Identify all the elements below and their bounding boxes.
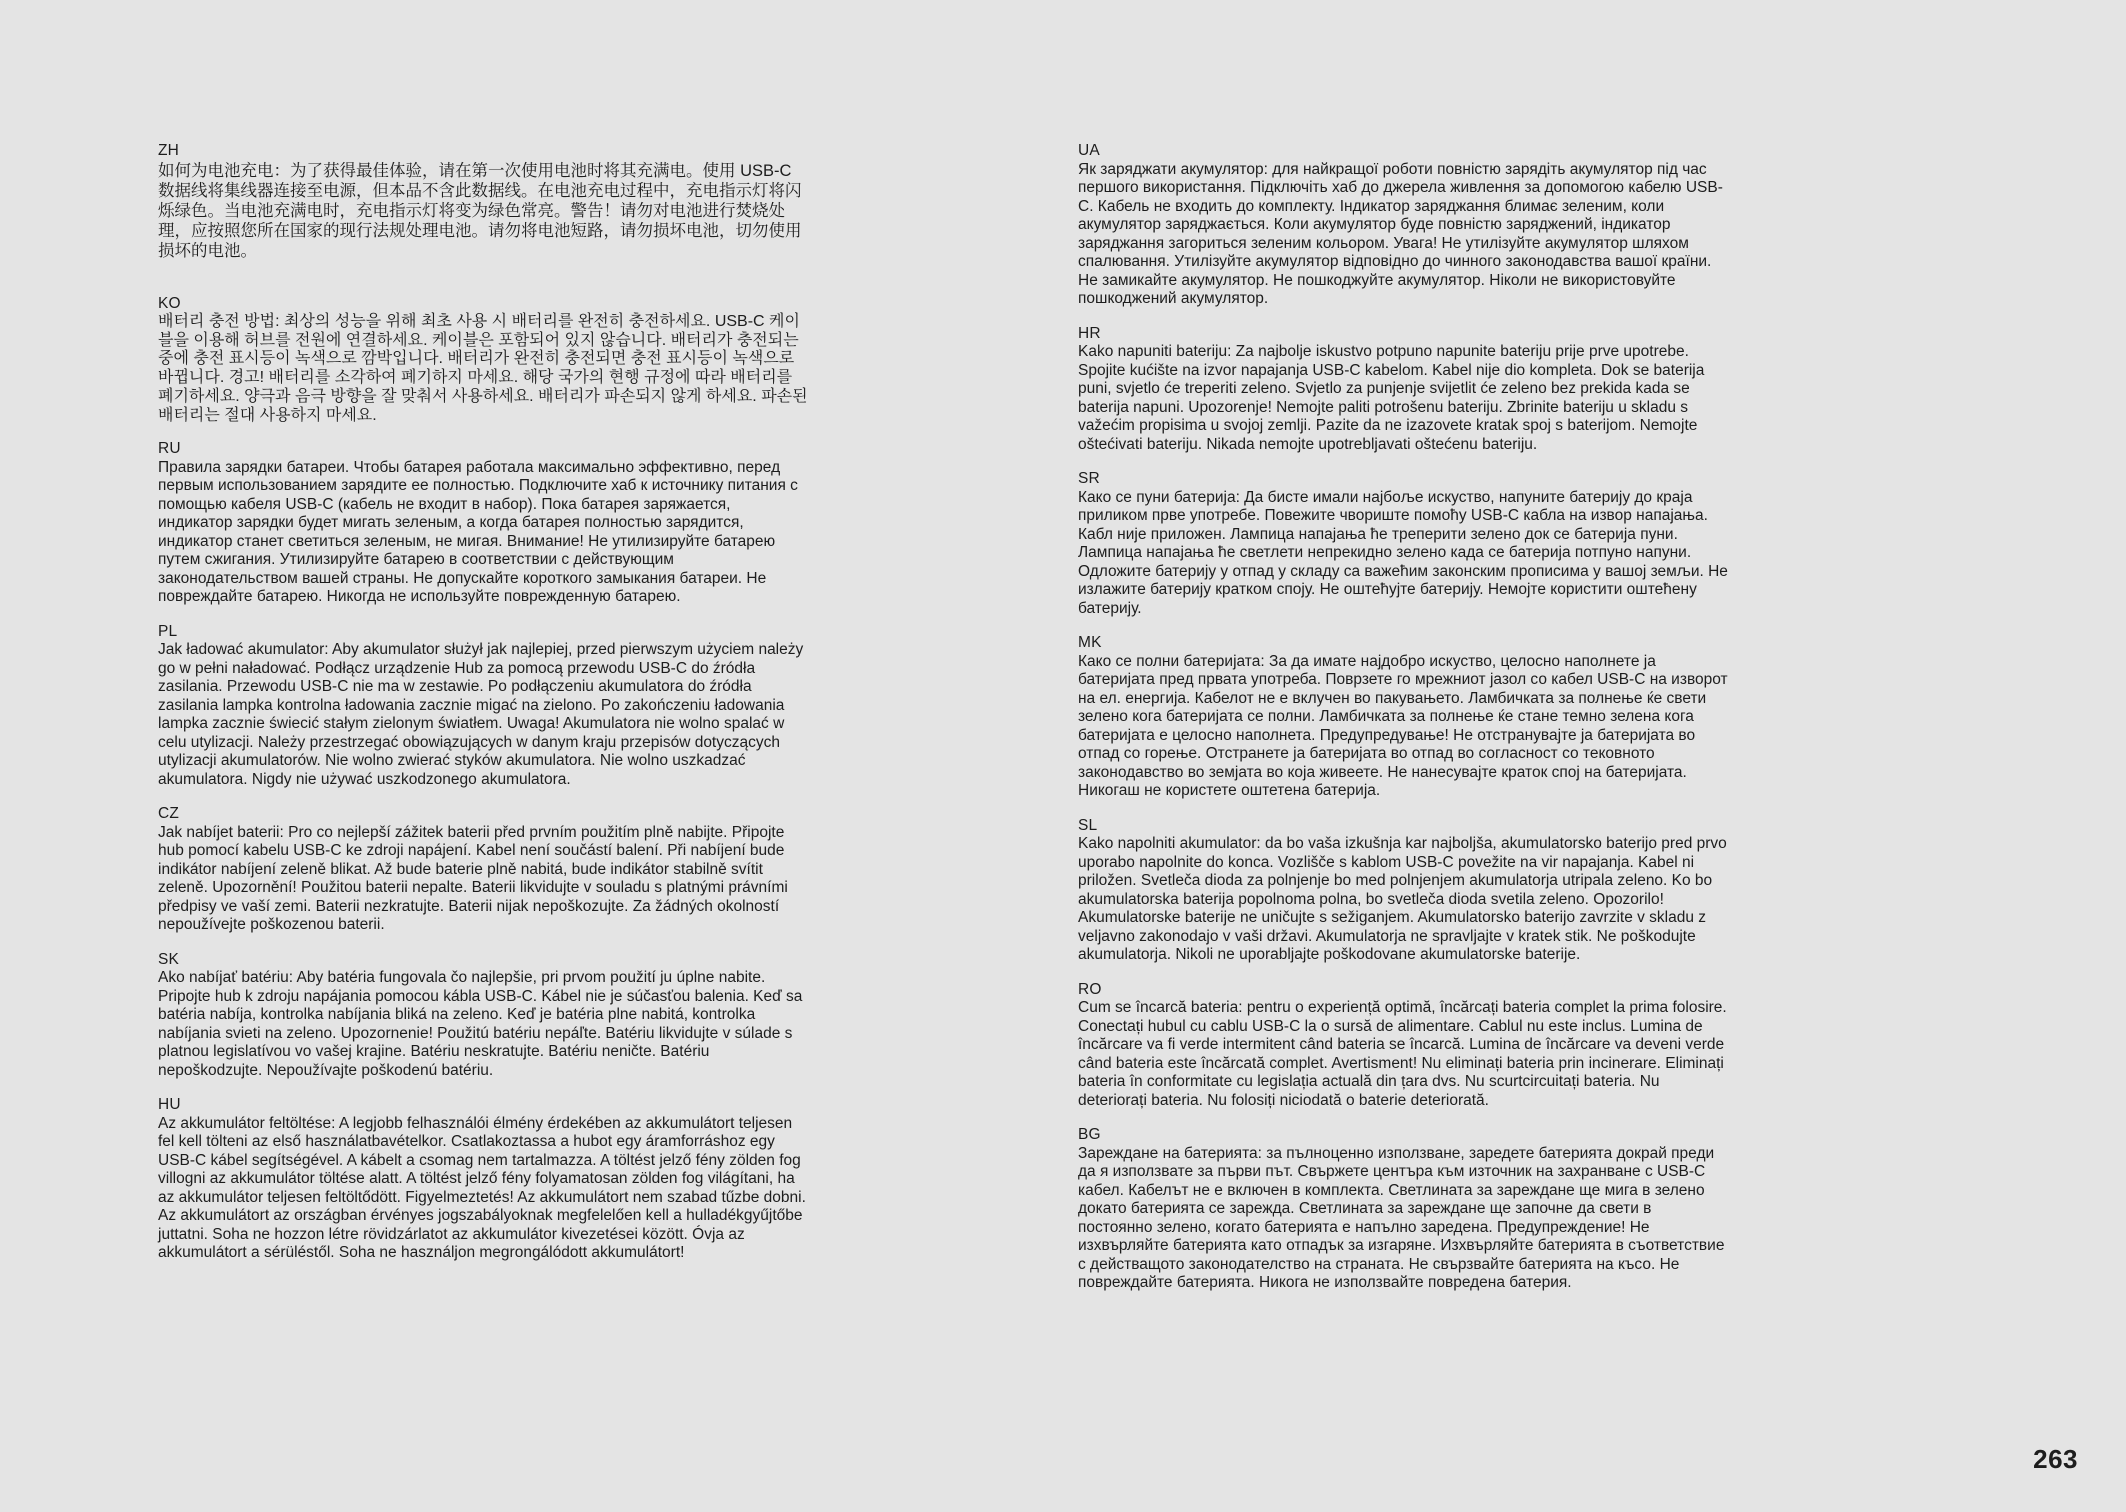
language-code: MK xyxy=(1078,634,1102,651)
section-sr xyxy=(1078,470,1728,618)
section-text: Ako nabíjať batériu: Aby batéria fungovala čo najlepšie, pri prvom použití ju úplne nabite. Pripojte hub k zdroju napájania pomocou kábla USB-C. Kábel nie je súčasťou balenia. Keď sa batéria nabíja, kontrolka nabíjania bliká na zeleno. Keď je batéria plne nabitá, kontrolka nabíjania svieti na zeleno. Upozornenie! Použitú batériu nepáľte. Batériu likvidujte v súlade s platnou legislatívou vo vašej krajine. Batériu neskratujte. Batériu neničte. Batériu nepoškodzujte. Nepoužívajte poškodenú batériu. xyxy=(158,969,803,1079)
section-sk xyxy=(158,951,808,1081)
section-text: Jak nabíjet baterii: Pro co nejlepší zážitek baterii před prvním použitím plně nabijte. Připojte hub pomocí kabelu USB-C ke zdroji napájení. Kabel není součástí balení. Při nabíjení bude indikátor nabíjení zeleně blikat. Až bude baterie plně nabitá, bude indikátor stabilně svítit zeleně. Upozornění! Použitou baterii nepalte. Baterii likvidujte v souladu s platnými právními předpisy ve vaší zemi. Baterii nezkratujte. Baterii nijak nepoškozujte. Za žádných okolností nepoužívejte poškozenou baterii. xyxy=(158,823,788,934)
section-ru xyxy=(158,440,808,607)
section-text: Како се полни батеријата: За да имате најдобро искуство, целосно наполнете ја батеријата пред првата употреба. Поврзете го мрежниот јазол со кабел USB-C на изворот на ел. енергија. Кабелот не е вклучен во пакувањето. Ламбичката за полнење ќе свети зелено кога батеријата се полни. Ламбичката за полнење ќе стане темно зелена кога батеријата е целосно наполнета. Предупредување! Не отстранувајте ја батеријата во отпад со горење. Отстранете ја батеријата во отпад во согласност со тековното законодавство во земјата во која живеете. Не нанесувајте краток спој на батеријата. Никогаш не користете оштетена батерија. xyxy=(1078,652,1728,799)
language-code: SK xyxy=(158,950,180,968)
section-text: Як заряджати акумулятор: для найкращої роботи повністю зарядіть акумулятор під час першого використання. Підключіть хаб до джерела живлення за допомогою кабелю USB-C. Кабель не входить до комплекту. Індикатор заряджання блимає зеленим, коли акумулятор заряджається. Коли акумулятор буде повністю заряджений, індикатор заряджання загориться зеленим кольором. Увага! Не утилізуйте акумулятор шляхом спалювання. Утилізуйте акумулятор відповідно до чинного законодавства вашої країни. Не замикайте акумулятор. Не пошкоджуйте акумулятор. Ніколи не використовуйте пошкоджений акумулятор. xyxy=(1078,160,1723,307)
section-text: Како се пуни батерија: Да бисте имали најбоље искуство, напуните батерију до краја приликом прве употребе. Повежите чвориште помоћу USB-C кабла на извор напајања. Кабл није приложен. Лампица напајања ће треперити зелено док се батерија пуни. Лампица напајања ће светлети непрекидно зелено када се батерија потпуно напуни. Одложите батерију у отпад у складу са важећим законским прописима у вашој земљи. Не излажите батерију кратком споју. Не оштећујте батерију. Немојте користити оштећену батерију. xyxy=(1078,488,1728,617)
language-code: PL xyxy=(158,622,178,640)
language-code: HR xyxy=(1078,324,1101,342)
section-pl xyxy=(158,623,808,790)
language-code: RU xyxy=(158,440,181,458)
section-cz xyxy=(158,805,808,935)
language-code: KO xyxy=(158,294,181,312)
language-code: RO xyxy=(1078,980,1102,998)
section-text: Правила зарядки батареи. Чтобы батарея работала максимально эффективно, перед первым использованием зарядите ее полностью. Подключите хаб к источнику питания с помощью кабеля USB-C (кабель не входит в набор). Пока батарея заряжается, индикатор зарядки будет мигать зеленым, а когда батарея полностью зарядится, индикатор станет светиться зеленым, не мигая. Внимание! Не утилизируйте батарею путем сжигания. Утилизируйте батарею в соответствии с действующим законодательством вашей страны. Не допускайте короткого замыкания батареи. Не повреждайте батарею. Никогда не используйте поврежденную батарею. xyxy=(158,458,798,606)
section-zh xyxy=(158,142,808,261)
section-ro xyxy=(1078,981,1728,1111)
section-bg xyxy=(1078,1126,1728,1293)
page-number: 263 xyxy=(2033,1444,2078,1474)
section-text: Jak ładować akumulator: Aby akumulator służył jak najlepiej, przed pierwszym użyciem należy go w pełni naładować. Podłącz urządzenie Hub za pomocą przewodu USB-C do źródła zasilania. Przewodu USB-C nie ma w zestawie. Po podłączeniu akumulatora do źródła zasilania lampka kontrolna ładowania zacznie migać na zielono. Po zakończeniu ładowania lampka zacznie świecić stałym zielonym światłem. Uwaga! Akumulatora nie wolno spalać w celu utylizacji. Należy przestrzegać obowiązujących w danym kraju przepisów dotyczących utylizacji akumulatorów. Nie wolno zwierać styków akumulatora. Nie wolno uszkadzać akumulatora. Nigdy nie używać uszkodzonego akumulatora. xyxy=(158,641,804,788)
section-ko xyxy=(158,295,808,426)
section-text: Cum se încarcă bateria: pentru o experiență optimă, încărcați bateria complet la prima folosire. Conectați hubul cu cablu USB-C la o sursă de alimentare. Cablul nu este inclus. Lumina de încărcare va fi verde intermitent când bateria se încarcă. Lumina de încărcare va deveni verde când bateria este încărcată complet. Avertisment! Nu eliminați bateria prin incinerare. Eliminați bateria în conformitate cu legislația actuală din țara dvs. Nu scurtcircuitați bateria. Nu deteriorați bateria. Nu folosiți niciodată o baterie deteriorată. xyxy=(1078,999,1727,1109)
section-text: Kako napolniti akumulator: da bo vaša izkušnja kar najboljša, akumulatorsko baterijo pred prvo uporabo napolnite do konca. Vozlišče s kablom USB-C povežite na vir napajanja. Kabel ni priložen. Svetleča dioda za polnjenje bo med polnjenjem akumulatorja utripala zeleno. Ko bo akumulatorska baterija popolnoma polna, bo svetleča dioda svetila zeleno. Opozorilo! Akumulatorske baterije ne uničujte s sežiganjem. Akumulatorsko baterijo zavrzite v skladu z veljavno zakonodajo v vaši državi. Akumulatorja ne spravljajte v kratek stik. Ne poškodujte akumulatorja. Nikoli ne uporabljajte poškodovane akumulatorske baterije. xyxy=(1078,835,1727,963)
section-hu xyxy=(158,1096,808,1263)
section-mk xyxy=(1078,634,1728,801)
language-code: ZH xyxy=(158,142,180,159)
section-hr xyxy=(1078,325,1728,455)
language-code: SR xyxy=(1078,470,1100,487)
language-code: HU xyxy=(158,1096,181,1114)
section-sl xyxy=(1078,817,1728,965)
left-column xyxy=(158,142,808,1263)
language-code: SL xyxy=(1078,816,1098,834)
section-text: 배터리 충전 방법: 최상의 성능을 위해 최초 사용 시 배터리를 완전히 충전하세요. USB-C 케이블을 이용해 허브를 전원에 연결하세요. 케이블은 포함되어 있지 않습니다. 배터리가 충전되는 중에 충전 표시등이 녹색으로 깜박입니다. 배터리가 완전히 충전되면 충전 표시등이 녹색으로 바뀝니다. 경고! 배터리를 소각하여 폐기하지 마세요. 해당 국가의 현행 규정에 따라 배터리를 폐기하세요. 양극과 음극 방향을 잘 맞춰서 사용하세요. 배터리가 파손되지 않게 하세요. 파손된 배터리는 절대 사용하지 마세요. xyxy=(158,313,808,424)
section-text: Зареждане на батерията: за пълноценно използване, заредете батерията докрай преди да я използвате за първи път. Свържете центъра към източник на захранване с USB-C кабел. Кабелът не е включен в комплекта. Светлината за зареждане ще мига в зелено докато батерията се зарежда. Светлината за зареждане ще започне да свети в постоянно зелено, когато батерията е напълно заредена. Предупреждение! Не изхвърляйте батерията като отпадък за изгаряне. Изхвърляйте батерията в съответствие с действащото законодателство на страната. Не свързвайте батерията на късо. Не повреждайте батерията. Никога не използвайте повредена батерия. xyxy=(1078,1144,1725,1291)
right-column xyxy=(1078,142,1728,1293)
section-text: 如何为电池充电：为了获得最佳体验，请在第一次使用电池时将其充满电。使用 USB-C 数据线将集线器连接至电源，但本品不含此数据线。在电池充电过程中，充电指示灯将闪烁绿色。当电池充满电时，充电指示灯将变为绿色常亮。警告！请勿对电池进行焚烧处理，应按照您所在国家的现行法规处理电池。请勿将电池短路，请勿损坏电池，切勿使用损坏的电池。 xyxy=(158,161,802,260)
section-text: Az akkumulátor feltöltése: A legjobb felhasználói élmény érdekében az akkumulátort teljesen fel kell tölteni az első használatbavételkor. Csatlakoztassa a hubot egy áramforráshoz egy USB-C kábel segítségével. A kábelt a csomag nem tartalmazza. A töltést jelző fény zölden fog villogni az akkumulátor töltése alatt. A töltést jelző fény folyamatosan zölden fog világítani, ha az akkumulátor teljesen feltöltődött. Figyelmeztetés! Az akkumulátort nem szabad tűzbe dobni. Az akkumulátort az országban érvényes jogszabályoknak megfelelően kell a hulladékgyűjtőbe juttatni. Soha ne hozzon létre rövidzárlatot az akkumulátor kivezetései között. Óvja az akkumulátort a sérüléstől. Soha ne használjon megrongálódott akkumulátort! xyxy=(158,1114,806,1262)
language-code: CZ xyxy=(158,805,180,823)
language-code: BG xyxy=(1078,1126,1101,1143)
section-text: Kako napuniti bateriju: Za najbolje iskustvo potpuno napunite bateriju prije prve upotrebe. Spojite kućište na izvor napajanja USB-C kabelom. Kabel nije dio kompleta. Dok se baterija puni, svjetlo će treperiti zeleno. Svjetlo za punjenje svijetlit će zeleno bez prekida kada se baterija napuni. Upozorenje! Nemojte paliti potrošenu bateriju. Zbrinite bateriju u skladu s važećim propisima u svojoj zemlji. Pazite da ne izazovete kratak spoj s baterijom. Nemojte oštećivati bateriju. Nikada nemojte upotrebljavati oštećenu bateriju. xyxy=(1078,343,1705,453)
section-ua xyxy=(1078,142,1728,309)
language-code: UA xyxy=(1078,142,1100,159)
